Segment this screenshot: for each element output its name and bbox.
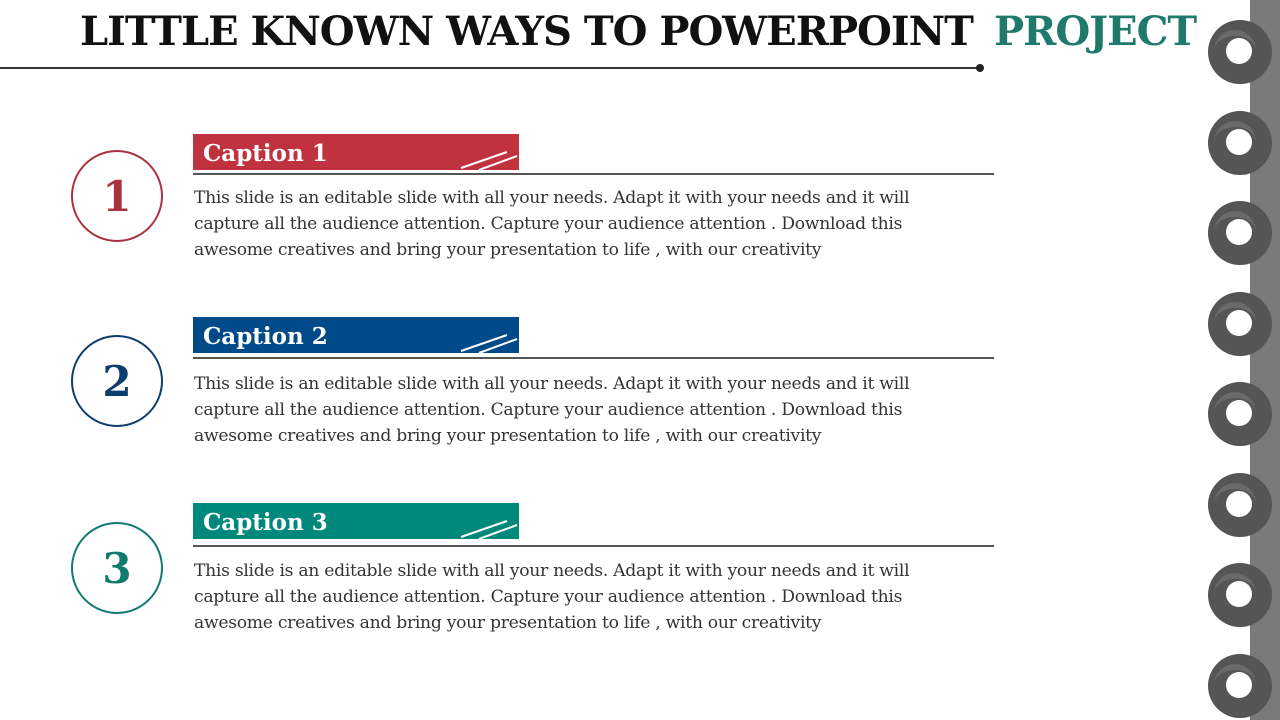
spiral-ring-icon — [1208, 654, 1272, 718]
description-2: This slide is an editable slide with all your needs. Adapt it with your needs and it will capture all the audience attention. Capture your audience attention . Download this awesome creatives and bring your presentation to life , with our creativity — [194, 374, 910, 446]
spiral-ring-icon — [1208, 201, 1272, 265]
spiral-ring-icon — [1208, 563, 1272, 627]
number-circle-3: 3 — [71, 522, 163, 614]
spiral-ring-icon — [1208, 20, 1272, 84]
number-circle-2: 2 — [71, 335, 163, 427]
spiral-ring-icon — [1208, 382, 1272, 446]
title-accent: PROJECT — [994, 8, 1197, 55]
slash-decoration-icon — [459, 317, 519, 353]
spiral-ring-icon — [1208, 473, 1272, 537]
spiral-ring-icon — [1208, 292, 1272, 356]
spiral-ring-icon — [1208, 111, 1272, 175]
caption-label-3: Caption 3 — [203, 509, 328, 536]
number-circle-1: 1 — [71, 150, 163, 242]
caption-bar-2 — [193, 317, 519, 353]
caption-divider-2 — [193, 357, 994, 359]
caption-label-1: Caption 1 — [203, 140, 328, 167]
caption-label-2: Caption 2 — [203, 323, 328, 350]
description-1: This slide is an editable slide with all your needs. Adapt it with your needs and it will capture all the audience attention. Capture your audience attention . Download this awesome creatives and bring your presentation to life , with our creativity — [194, 188, 910, 260]
slash-decoration-icon — [459, 503, 519, 539]
caption-divider-1 — [193, 173, 994, 175]
title-main: LITTLE KNOWN WAYS TO POWERPOINT — [80, 8, 973, 55]
caption-bar-3 — [193, 503, 519, 539]
description-3: This slide is an editable slide with all your needs. Adapt it with your needs and it will capture all the audience attention. Capture your audience attention . Download this awesome creatives and bring your presentation to life , with our creativity — [194, 561, 910, 633]
caption-divider-3 — [193, 545, 994, 547]
